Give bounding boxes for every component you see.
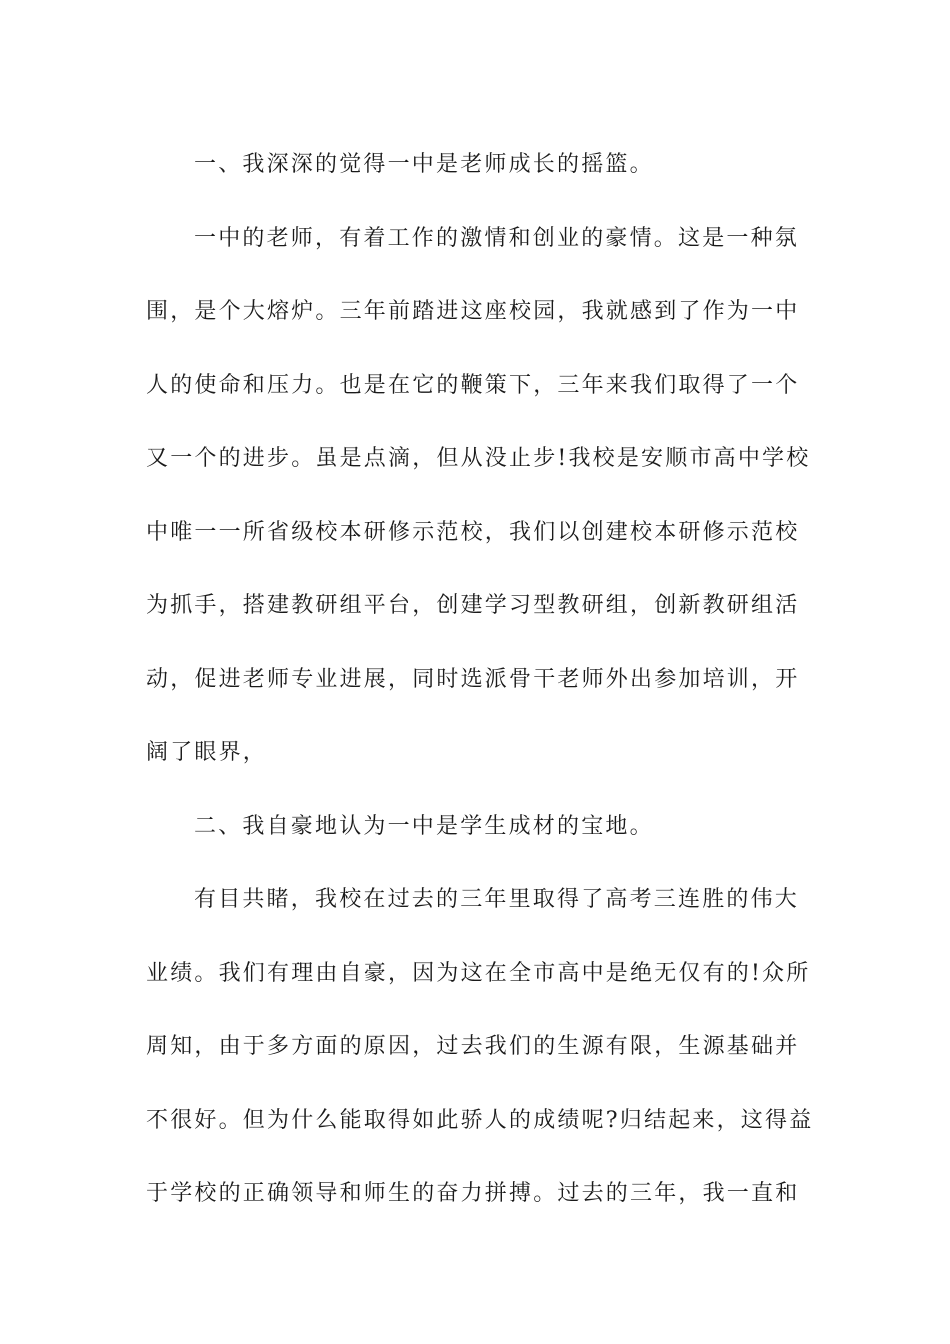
text-line: 阔了眼界， <box>146 740 268 765</box>
text-line: 围，是个大熔炉。三年前踏进这座校园，我就感到了作为一中 <box>146 299 800 324</box>
text-line: 一、我深深的觉得一中是老师成长的摇篮。 <box>194 152 654 177</box>
text-line: 中唯一一所省级校本研修示范校，我们以创建校本研修示范校 <box>146 519 800 545</box>
paragraph-body-1 <box>146 202 811 790</box>
text-line: 有目共睹，我校在过去的三年里取得了高考三连胜的伟大 <box>194 887 800 912</box>
paragraph-body-2 <box>146 863 814 1231</box>
text-line: 业绩。我们有理由自豪，因为这在全市高中是绝无仅有的!众所 <box>146 960 811 986</box>
document-body <box>146 128 814 1231</box>
text-line: 又一个的进步。虽是点滴，但从没止步!我校是安顺市高中学校 <box>146 446 811 471</box>
text-line: 为抓手，搭建教研组平台，创建学习型教研组，创新教研组活 <box>146 593 800 618</box>
text-line: 动，促进老师专业进展，同时选派骨干老师外出参加培训，开 <box>146 666 800 692</box>
text-line: 一中的老师，有着工作的激情和创业的豪情。这是一种氛 <box>194 225 800 251</box>
text-line: 二、我自豪地认为一中是学生成材的宝地。 <box>194 813 654 839</box>
paragraph-heading-2 <box>146 790 806 864</box>
text-line: 人的使命和压力。也是在它的鞭策下，三年来我们取得了一个 <box>146 372 800 398</box>
text-line: 不很好。但为什么能取得如此骄人的成绩呢?归结起来，这得益 <box>146 1107 814 1133</box>
text-line: 周知，由于多方面的原因，过去我们的生源有限，生源基础并 <box>146 1034 800 1059</box>
paragraph-heading-1 <box>146 128 806 202</box>
text-line: 于学校的正确领导和师生的奋力拼搏。过去的三年，我一直和 <box>146 1181 800 1206</box>
